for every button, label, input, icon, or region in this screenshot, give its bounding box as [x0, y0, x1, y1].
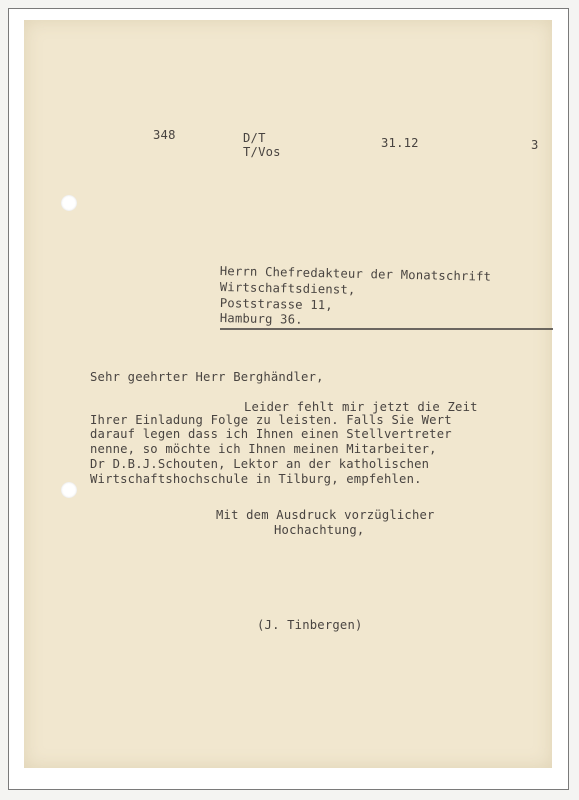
closing-line-2: Hochachtung,: [274, 523, 365, 537]
body-line: Ihrer Einladung Folge zu leisten. Falls Sie Wert: [90, 413, 452, 427]
address-underline: [220, 328, 553, 330]
file-number: 348: [153, 128, 176, 142]
closing-line-1: Mit dem Ausdruck vorzüglicher: [216, 508, 435, 522]
address-line-4: Hamburg 36.: [219, 311, 303, 327]
body-line: nenne, so möchte ich Ihnen meinen Mitarbeiter,: [90, 442, 437, 456]
body-line: darauf legen dass ich Ihnen einen Stellvertreter: [90, 427, 452, 441]
address-line-3: Poststrasse 11,: [219, 296, 334, 313]
address-line-1: Herrn Chefredakteur der Monatschrift: [219, 264, 492, 284]
letter-date: 31.12: [381, 136, 419, 150]
signature-name: (J. Tinbergen): [257, 618, 363, 632]
page-number: 3: [531, 138, 539, 152]
body-line: Wirtschaftshochschule in Tilburg, empfehlen.: [90, 472, 422, 486]
punch-hole-top: [61, 195, 77, 211]
body-line: Leider fehlt mir jetzt die Zeit: [244, 400, 478, 414]
body-line: Dr D.B.J.Schouten, Lektor an der katholischen: [90, 457, 430, 471]
address-line-2: Wirtschaftsdienst,: [219, 280, 356, 297]
salutation: Sehr geehrter Herr Berghändler,: [90, 370, 324, 384]
letter-sheet: [24, 20, 552, 768]
reference-line-2: T/Vos: [243, 145, 281, 159]
reference-line-1: D/T: [243, 131, 266, 145]
punch-hole-bottom: [61, 482, 77, 498]
